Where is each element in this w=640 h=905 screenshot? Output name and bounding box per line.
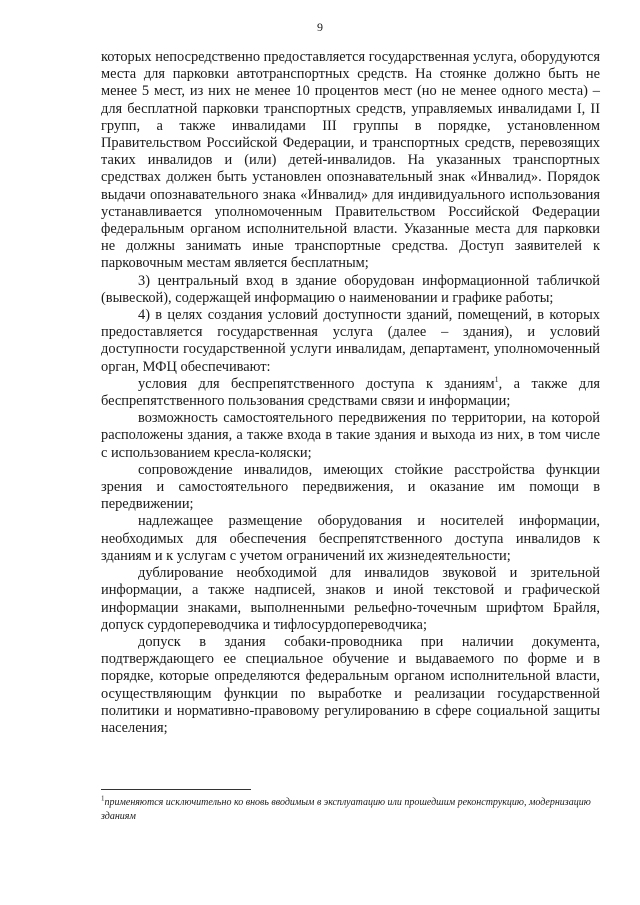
paragraph-unobstructed-access-text: условия для беспрепятственного доступа к зданиям — [138, 375, 495, 392]
paragraph-unobstructed-access-text-end: , а также для беспрепятственного пользования средствами связи и информации; — [101, 375, 600, 410]
paragraph-accessibility-conditions: 4) в целях создания условий доступности зданий, помещений, в которых предоставляется государственная услуга (далее – здания), и условий доступности государственной услуги инвалидам, департамент, уполномоченный орган, МФЦ обеспечивают: — [101, 307, 600, 375]
paragraph-information-duplication: дублирование необходимой для инвалидов звуковой и зрительной информации, а также надписей, знаков и иной текстовой и графической информации знаками, выполненными рельефно-точечным шрифтом Брайля, допуск сурдопереводчика и тифлосурдопереводчика; — [101, 565, 600, 633]
paragraph-parking: которых непосредственно предоставляется государственная услуга, оборудуются места для парковки автотранспортных средств. На стоянке должно быть не менее 5 мест, из них не менее 10 процентов мест (но не менее одного места) – для бесплатной парковки транспортных средств, управляемых инвалидами I, II групп, а также инвалидами III группы в порядке, установленном Правительством Российской Федерации, и транспортных средств, перевозящих таких инвалидов и (или) детей-инвалидов. На указанных транспортных средствах должен быть установлен опознавательный знак «Инвалид». Порядок выдачи опознавательного знака «Инвалид» для индивидуального использования устанавливается уполномоченным Правительством Российской Федерации федеральным органом исполнительной власти. Указанные места для парковки не должны занимать иные транспортные средства. Доступ заявителей к парковочным местам является бесплатным; — [101, 49, 600, 272]
page-number: 9 — [317, 20, 323, 34]
body-text — [101, 49, 600, 737]
paragraph-independent-movement: возможность самостоятельного передвижения по территории, на которой расположены здания, а также входа в такие здания и выхода из них, в том числе с использованием кресла-коляски; — [101, 410, 600, 461]
paragraph-entrance-sign: 3) центральный вход в здание оборудован информационной табличкой (вывеской), содержащей информацию о наименовании и графике работы; — [101, 272, 600, 306]
paragraph-equipment-placement: надлежащее размещение оборудования и носителей информации, необходимых для обеспечения беспрепятственного доступа инвалидов к зданиям и к услугам с учетом ограничений их жизнедеятельности; — [101, 513, 600, 564]
paragraph-unobstructed-access — [101, 376, 600, 410]
footnote-mark: 1 — [101, 794, 105, 803]
paragraph-escort: сопровождение инвалидов, имеющих стойкие расстройства функции зрения и самостоятельного передвижения, и оказание им помощи в передвижении; — [101, 461, 600, 513]
footnote-reference: 1 — [494, 375, 499, 385]
footnote-separator — [101, 789, 251, 790]
footnote — [101, 796, 591, 823]
paragraph-guide-dog: допуск в здания собаки-проводника при наличии документа, подтверждающего ее специальное обучение и выдаваемого по форме и в порядке, которые определяются федеральным органом исполнительной власти, осуществляющим функции по выработке и реализации государственной политики и нормативно-правовому регулированию в сфере социальной защиты населения; — [101, 633, 600, 736]
footnote-text: применяются исключительно ко вновь вводимым в эксплуатацию или прошедшим реконструкцию, модернизацию зданиям — [101, 797, 591, 822]
